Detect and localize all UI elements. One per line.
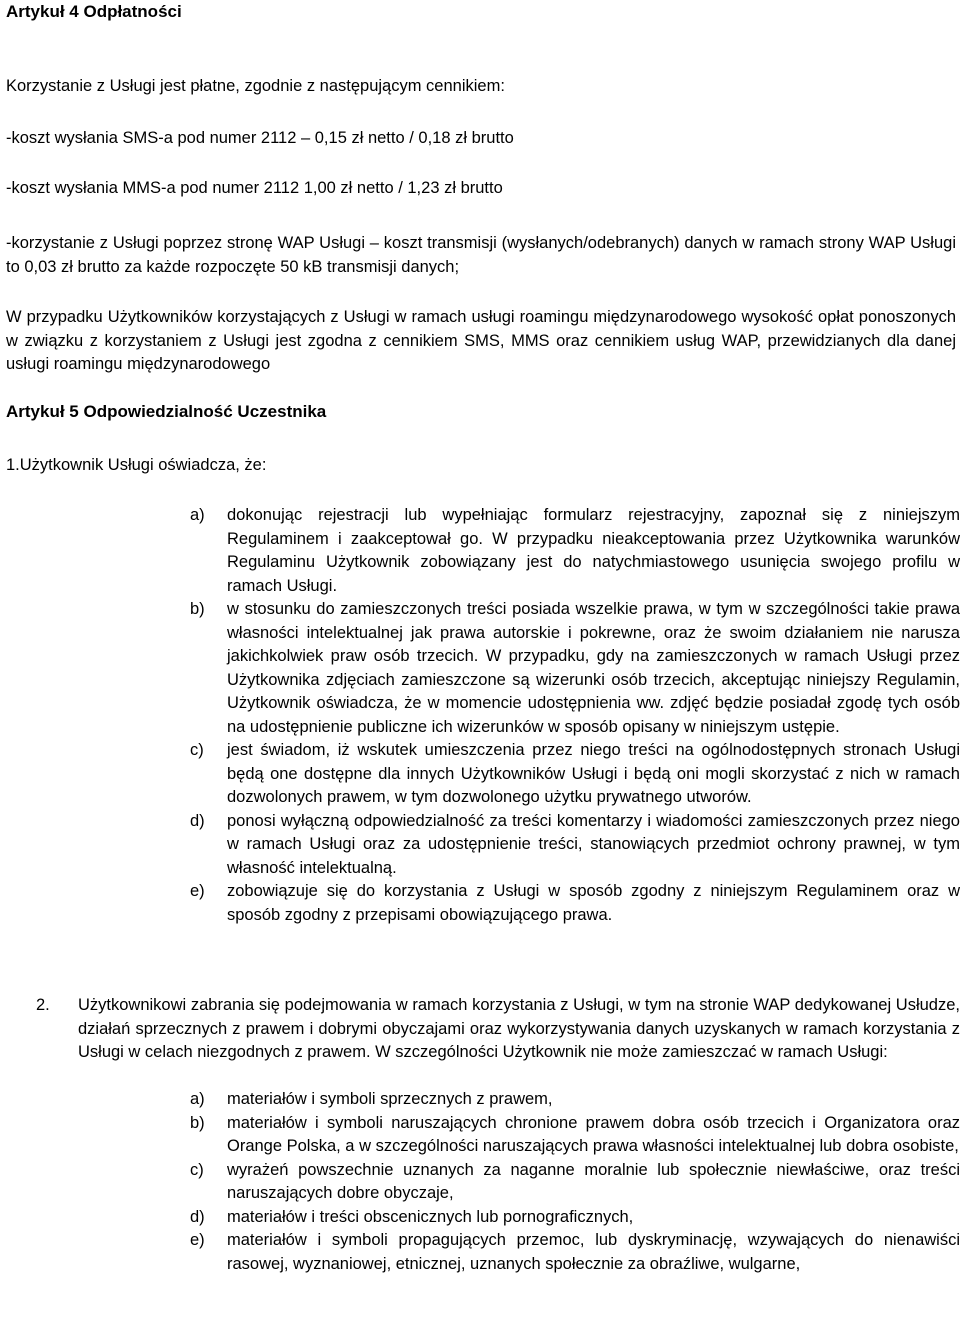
list-item-text: zobowiązuje się do korzystania z Usługi w sposób zgodny z niniejszym Regulaminem oraz w sposób zgodny z przepisami obowiązującego prawa. bbox=[227, 882, 960, 924]
list-marker: a) bbox=[190, 1090, 205, 1108]
roaming-price: W przypadku Użytkowników korzystających z Usługi w ramach usługi roamingu międzynarodowego wysokość opłat ponoszonych w związku z korzystaniem z Usługi jest zgodna z cennikiem SMS, MMS oraz cennikiem usług WAP, przewidzianych dla danej usługi roamingu międzynarodowego bbox=[6, 308, 956, 373]
paragraph-2-text: Użytkownikowi zabrania się podejmowania w ramach korzystania z Usługi, w tym na stronie WAP dedykowanej Usłudze, działań sprzecznych z prawem i dobrymi obyczajami oraz wykorzystywania danych uzyskanych w ramach korzystania z Usługi w celach niezgodnych z prawem. W szczególności Użytkownik nie może zamieszczać w ramach Usługi: bbox=[78, 996, 960, 1061]
list-marker: e) bbox=[190, 1231, 205, 1249]
list-item-text: materiałów i treści obscenicznych lub pornograficznych, bbox=[227, 1207, 634, 1226]
article-4-heading: Artykuł 4 Odpłatności bbox=[6, 2, 182, 21]
list-marker: a) bbox=[190, 506, 205, 524]
sms-price: -koszt wysłania SMS-a pod numer 2112 – 0,15 zł netto / 0,18 zł brutto bbox=[6, 129, 514, 147]
paragraph-1-lead: 1.Użytkownik Usługi oświadcza, że: bbox=[6, 456, 267, 474]
pricing-intro: Korzystanie z Usługi jest płatne, zgodnie z następującym cennikiem: bbox=[6, 77, 505, 95]
list-item bbox=[190, 1112, 960, 1159]
list-item-text: wyrażeń powszechnie uznanych za naganne moralnie lub społecznie niewłaściwe, oraz treści naruszających dobre obyczaje, bbox=[227, 1160, 960, 1202]
list-marker: c) bbox=[190, 741, 204, 759]
list-item bbox=[190, 1229, 960, 1276]
list-item-text: w stosunku do zamieszczonych treści posiada wszelkie prawa, w tym w szczególności takie prawa własności intelektualnej jak prawa autorskie i pokrewne, oraz że swoim działaniem nie narusza jakichkolwiek praw osób trzecich. W przypadku, gdy na zamieszczonych w ramach Usługi przez Użytkownika zdjęciach zamieszczone są wizerunki osób trzecich, akceptując niniejszy Regulamin, Użytkownik oświadcza, że w momencie udostępnienia ww. zdjęć będzie posiadał zgodę tych osób na udostępnienie publiczne ich wizerunków w sposób opisany w niniejszym ustępie. bbox=[227, 600, 960, 736]
list-item-text: materiałów i symboli propagujących przemoc, lub dyskryminację, wzywających do nienawiści rasowej, wyznaniowej, etnicznej, uznanych społecznie za obraźliwe, wulgarne, bbox=[227, 1231, 960, 1273]
list-item bbox=[190, 880, 960, 927]
list-item-text: jest świadom, iż wskutek umieszczenia przez niego treści na ogólnodostępnych stronach Usługi będą one dostępne dla innych Użytkowników Usługi i będą oni mogli skorzystać z nich w ramach dozwolonych prawem, w tym dozwolonego użytku prywatnego utworów. bbox=[227, 741, 960, 806]
list-item bbox=[190, 1206, 960, 1230]
list-marker: b) bbox=[190, 600, 205, 618]
list-item bbox=[190, 810, 960, 881]
list-marker: d) bbox=[190, 811, 205, 830]
list-marker: c) bbox=[190, 1160, 204, 1179]
mms-price: -koszt wysłania MMS-a pod numer 2112 1,00 zł netto / 1,23 zł brutto bbox=[6, 179, 503, 197]
list-item-text: ponosi wyłączną odpowiedzialność za treści komentarzy i wiadomości zamieszczonych przez niego w ramach Usługi oraz za udostępnienie treści, stanowiących przedmiot ochrony prawnej, w tym własność intelektualną. bbox=[227, 811, 960, 877]
list-item-text: materiałów i symboli naruszających chronione prawem dobra osób trzecich i Organizatora oraz Orange Polska, a w szczególności naruszających prawa własności intelektualnej lub dobra osobiste, bbox=[227, 1113, 960, 1155]
list-item bbox=[190, 1088, 960, 1112]
list-item-text: dokonując rejestracji lub wypełniając formularz rejestracyjny, zapoznał się z niniejszym Regulaminem i zaakceptował go. W przypadku nieakceptowania przez Użytkownika warunków Regulaminu Użytkownik zobowiązany jest do natychmiastowego usunięcia swojego profilu w ramach Usługi. bbox=[227, 506, 960, 595]
list-item bbox=[190, 504, 960, 598]
paragraph-marker: 2. bbox=[36, 996, 50, 1014]
list-marker: e) bbox=[190, 882, 205, 900]
prohibited-content-list bbox=[190, 1088, 960, 1276]
list-marker: d) bbox=[190, 1207, 205, 1226]
list-marker: b) bbox=[190, 1113, 205, 1132]
paragraph-2 bbox=[36, 994, 960, 1065]
declarations-list bbox=[190, 504, 960, 927]
list-item bbox=[190, 1159, 960, 1206]
list-item bbox=[190, 598, 960, 739]
article-5-heading: Artykuł 5 Odpowiedzialność Uczestnika bbox=[6, 402, 327, 421]
list-item bbox=[190, 739, 960, 810]
list-item-text: materiałów i symboli sprzecznych z prawem, bbox=[227, 1090, 553, 1108]
wap-price: -korzystanie z Usługi poprzez stronę WAP Usługi – koszt transmisji (wysłanych/odebranych) danych w ramach strony WAP Usługi to 0,03 zł brutto za każde rozpoczęte 50 kB transmisji danych; bbox=[6, 234, 956, 276]
